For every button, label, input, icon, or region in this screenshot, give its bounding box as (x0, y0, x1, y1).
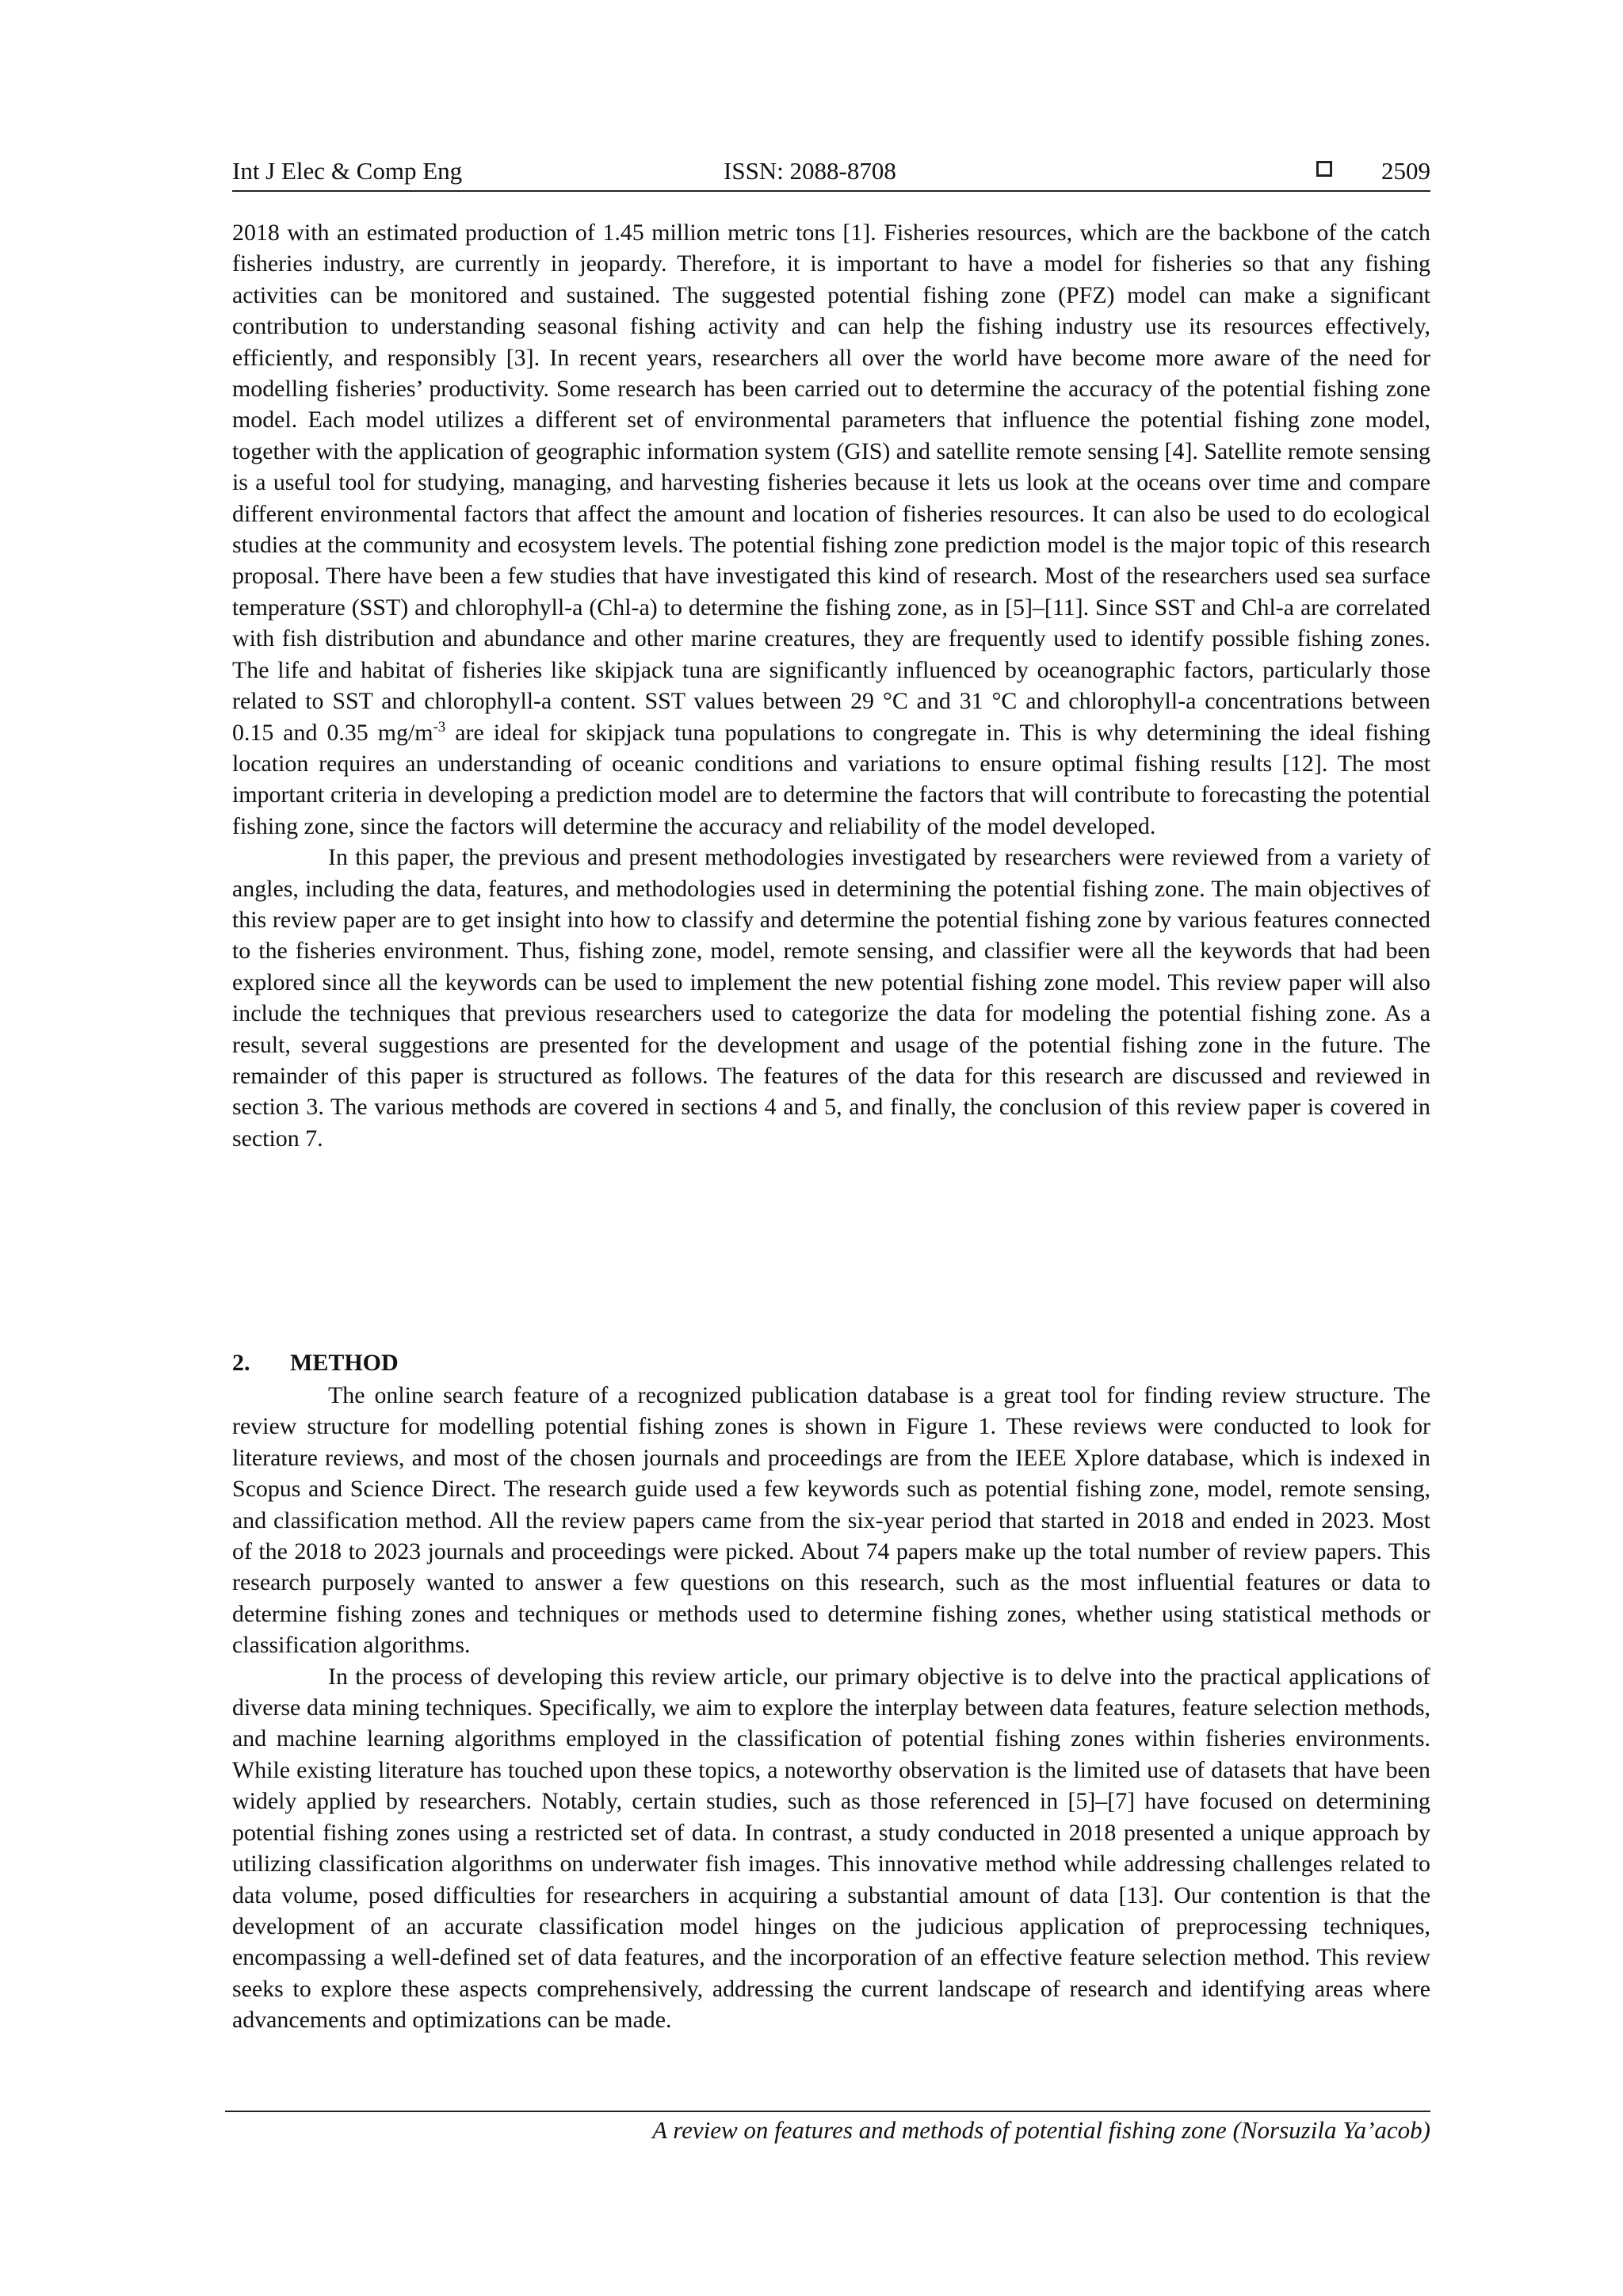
method-body (232, 1380, 1430, 2036)
intro-p1-text-b: are ideal for skipjack tuna populations to congregate in. This is why determining the ideal fishing location requires an understanding of oceanic conditions and variations to ensure optimal fishing results [12]. The most important criteria in developing a prediction model are to determine the factors that will contribute to forecasting the potential fishing zone, since the factors will determine the accuracy and reliability of the model developed. (232, 719, 1430, 839)
intro-paragraph-2: In this paper, the previous and present methodologies investigated by researchers were reviewed from a variety of angles, including the data, features, and methodologies used in determining the potential fishing zone. The main objectives of this review paper are to get insight into how to classify and determine the potential fishing zone by various features connected to the fisheries environment. Thus, fishing zone, model, remote sensing, and classifier were all the keywords that had been explored since all the keywords can be used to implement the new potential fishing zone model. This review paper will also include the techniques that previous researchers used to categorize the data for modeling the potential fishing zone. As a result, several suggestions are presented for the development and usage of the potential fishing zone in the future. The remainder of this paper is structured as follows. The features of the data for this research are discussed and reviewed in section 3. The various methods are covered in sections 4 and 5, and finally, the conclusion of this review paper is covered in section 7. (232, 844, 1430, 1152)
intro-p1-text-a: 2018 with an estimated production of 1.45 million metric tons [1]. Fisheries resources, which are the backbone of the catch fisheries industry, are currently in jeopardy. Therefore, it is important to have a model for fisheries so that any fishing activities can be monitored and sustained. The suggested potential fishing zone (PFZ) model can make a significant contribution to understanding seasonal fishing activity and can help the fishing industry use its resources effectively, efficiently, and responsibly [3]. In recent years, researchers all over the world have become more aware of the need for modelling fisheries’ productivity. Some research has been carried out to determine the accuracy of the potential fishing zone model. Each model utilizes a different set of environmental parameters that influence the potential fishing zone model, together with the application of geographic information system (GIS) and satellite remote sensing [4]. Satellite remote sensing is a useful tool for studying, managing, and harvesting fisheries because it lets us look at the oceans over time and compare different environmental factors that affect the amount and location of fisheries resources. It can also be used to do ecological studies at the community and ecosystem levels. The potential fishing zone prediction model is the major topic of this research proposal. There have been a few studies that have investigated this kind of research. Most of the researchers used sea surface temperature (SST) and chlorophyll-a (Chl-a) to determine the fishing zone, as in [5]–[11]. Since SST and Chl-a are correlated with fish distribution and abundance and other marine creatures, they are frequently used to identify possible fishing zones. The life and habitat of fisheries like skipjack tuna are significantly influenced by oceanographic factors, particularly those related to SST and chlorophyll-a content. SST values between 29 °C and 31 °C and chlorophyll-a concentrations between 0.15 and 0.35 mg/m (232, 220, 1430, 746)
issn: ISSN: 2088-8708 (724, 157, 896, 185)
running-footer: A review on features and methods of potential fishing zone (Norsuzila Ya’acob) (652, 2116, 1430, 2144)
section-heading-method (232, 1348, 1430, 1378)
page-number: 2509 (1381, 157, 1430, 185)
intro-paragraph-1 (232, 217, 1430, 842)
superscript-exponent: -3 (433, 718, 446, 735)
section-number: 2. (232, 1350, 250, 1376)
running-header (232, 155, 1430, 192)
intro-body (232, 217, 1430, 1154)
footer-rule (225, 2111, 1430, 2112)
journal-name: Int J Elec & Comp Eng (232, 157, 463, 185)
section-title: METHOD (290, 1350, 399, 1376)
square-bullet-icon (1316, 161, 1332, 177)
method-paragraph-2: In the process of developing this review article, our primary objective is to delve into the practical applications of diverse data mining techniques. Specifically, we aim to explore the interplay between data features, feature selection methods, and machine learning algorithms employed in the classification of potential fishing zones within fisheries environments. While existing literature has touched upon these topics, a noteworthy observation is the limited use of datasets that have been widely applied by researchers. Notably, certain studies, such as those referenced in [5]–[7] have focused on determining potential fishing zones using a restricted set of data. In contrast, a study conducted in 2018 presented a unique approach by utilizing classification algorithms on underwater fish images. This innovative method while addressing challenges related to data volume, posed difficulties for researchers in acquiring a substantial amount of data [13]. Our contention is that the development of an accurate classification model hinges on the judicious application of preprocessing techniques, encompassing a well-defined set of data features, and the incorporation of an effective feature selection method. This review seeks to explore these aspects comprehensively, addressing the current landscape of research and identifying areas where advancements and optimizations can be made. (232, 1663, 1430, 2034)
method-paragraph-1: The online search feature of a recognized publication database is a great tool for finding review structure. The review structure for modelling potential fishing zones is shown in Figure 1. These reviews were conducted to look for literature reviews, and most of the chosen journals and proceedings are from the IEEE Xplore database, which is indexed in Scopus and Science Direct. The research guide used a few keywords such as potential fishing zone, model, remote sensing, and classification method. All the review papers came from the six-year period that started in 2018 and ended in 2023. Most of the 2018 to 2023 journals and proceedings were picked. About 74 papers make up the total number of review papers. This research purposely wanted to answer a few questions on this research, such as the most influential features or data to determine fishing zones and techniques or methods used to determine fishing zones, whether using statistical methods or classification algorithms. (232, 1382, 1430, 1659)
